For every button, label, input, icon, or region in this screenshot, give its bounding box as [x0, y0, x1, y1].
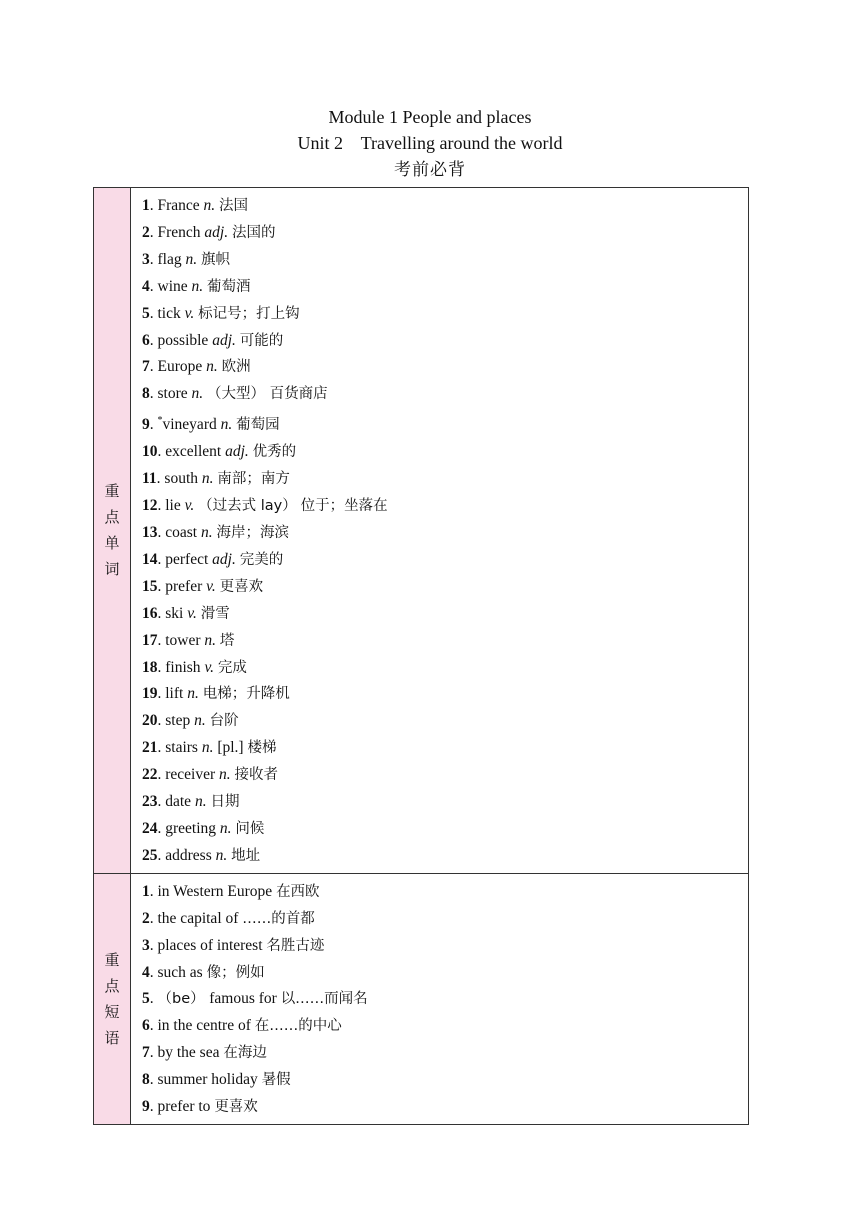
list-item: 24. greeting n. 问候: [142, 820, 265, 837]
chinese-meaning: 在西欧: [276, 883, 320, 900]
item-note: （过去式 lay）: [198, 498, 297, 515]
chinese-meaning: 台阶: [209, 713, 239, 730]
list-item: 10. excellent adj. 优秀的: [142, 443, 297, 461]
module-title: Module 1 People and places: [328, 107, 532, 127]
chinese-meaning: 可能的: [239, 332, 284, 349]
item-number: 6: [142, 1017, 150, 1035]
chinese-meaning: 以……而闻名: [280, 991, 368, 1008]
item-number: 4: [142, 963, 150, 981]
chinese-meaning: 位于；坐落在: [300, 498, 388, 515]
list-item: 9. prefer to 更喜欢: [142, 1098, 258, 1116]
part-of-speech: n.: [215, 846, 228, 864]
category-char: 短: [104, 1002, 120, 1021]
list-item: 11. south n. 南部；南方: [142, 470, 290, 488]
item-word: in the centre of: [157, 1017, 251, 1035]
category-char: 点: [104, 976, 120, 995]
item-number: 7: [142, 358, 150, 376]
item-word: step: [165, 712, 191, 730]
list-item: 2. the capital of ……的首都: [142, 909, 315, 927]
item-number: 5: [142, 990, 150, 1008]
list-item: 5. tick v. 标记号；打上钩: [142, 304, 300, 322]
item-word: famous for: [209, 990, 277, 1008]
item-number: 8: [142, 385, 150, 403]
part-of-speech: n.: [204, 631, 217, 649]
list-item: 8. store n. （大型） 百货商店: [142, 385, 328, 403]
list-item: 21. stairs n. [pl.] 楼梯: [142, 739, 277, 757]
list-item: 22. receiver n. 接收者: [142, 766, 279, 784]
item-word: perfect: [165, 550, 209, 568]
entry-list: [131, 188, 749, 874]
item-number: 2: [142, 223, 150, 241]
item-number: 2: [142, 909, 150, 927]
item-word: in Western Europe: [157, 882, 273, 900]
chinese-meaning: 旗帜: [200, 251, 230, 268]
part-of-speech: n.: [220, 416, 233, 434]
item-word: wine: [157, 277, 188, 295]
item-word: finish: [165, 658, 201, 676]
key-words-section: [94, 188, 749, 874]
item-number: 20: [142, 712, 158, 730]
key-phrases-section: [94, 873, 749, 1124]
star-mark: *: [157, 415, 163, 427]
item-word: vineyard: [162, 416, 217, 434]
item-word: France: [157, 197, 200, 214]
chinese-meaning: 电梯；升降机: [202, 686, 290, 703]
list-item: 4. such as 像；例如: [142, 963, 265, 981]
part-of-speech: n.: [200, 524, 213, 542]
item-number: 1: [142, 197, 150, 214]
chinese-meaning: 日期: [210, 794, 240, 811]
list-item: 19. lift n. 电梯；升降机: [142, 685, 290, 703]
list-item: 3. places of interest 名胜古迹: [142, 936, 325, 954]
item-word: lift: [165, 685, 184, 703]
chinese-meaning: 像；例如: [206, 964, 265, 981]
list-item: 15. prefer v. 更喜欢: [142, 577, 264, 595]
item-word: places of interest: [157, 936, 263, 954]
item-word: by the sea: [157, 1044, 220, 1062]
unit-title: Unit 2 Travelling around the world: [297, 133, 563, 153]
chinese-meaning: 更喜欢: [214, 1099, 258, 1116]
list-item: 7. Europe n. 欧洲: [142, 358, 251, 376]
category-label: [94, 188, 131, 874]
list-item: 8. summer holiday 暑假: [142, 1071, 291, 1089]
part-of-speech: adj.: [212, 550, 236, 568]
list-item: 25. address n. 地址: [142, 846, 261, 864]
item-word: summer holiday: [157, 1071, 258, 1089]
category-char: 语: [104, 1028, 120, 1047]
list-item: 20. step n. 台阶: [142, 712, 239, 730]
category-char: 单: [104, 534, 120, 553]
chinese-meaning: 地址: [231, 847, 261, 864]
part-of-speech: n.: [187, 685, 199, 703]
item-number: 6: [142, 331, 150, 349]
list-item: 13. coast n. 海岸；海滨: [142, 524, 289, 542]
part-of-speech: n.: [194, 712, 206, 730]
chinese-meaning: 葡萄园: [236, 417, 280, 434]
part-of-speech: n.: [201, 739, 214, 757]
chinese-meaning: 法国: [219, 198, 249, 214]
item-number: 14: [142, 550, 158, 568]
part-of-speech: adj.: [225, 443, 249, 461]
list-item: 1. in Western Europe 在西欧: [142, 882, 320, 900]
item-word: date: [165, 793, 192, 811]
part-of-speech: n.: [206, 358, 218, 376]
chinese-meaning: 标记号；打上钩: [198, 305, 300, 322]
item-word: tower: [165, 631, 201, 649]
chinese-meaning: 暑假: [261, 1072, 291, 1089]
item-word: address: [165, 846, 212, 864]
list-item: 7. by the sea 在海边: [142, 1044, 267, 1062]
list-item: 12. lie v. （过去式 lay） 位于；坐落在: [142, 497, 388, 515]
category-char: 重: [104, 950, 120, 969]
chinese-meaning: （大型） 百货商店: [207, 386, 328, 403]
part-of-speech: v.: [184, 304, 195, 322]
entry-list: [131, 873, 749, 1124]
item-number: 19: [142, 685, 158, 703]
chinese-meaning: 欧洲: [221, 359, 251, 376]
section-heading: 考前必背: [394, 160, 466, 180]
item-number: 17: [142, 631, 158, 649]
item-word: prefer to: [157, 1098, 211, 1116]
part-of-speech: n.: [185, 250, 198, 268]
list-item: 6. possible adj. 可能的: [142, 331, 284, 349]
part-of-speech: v.: [184, 497, 195, 515]
list-item: 2. French adj. 法国的: [142, 223, 276, 241]
item-number: 4: [142, 277, 150, 295]
part-of-speech: n.: [194, 793, 207, 811]
document-header: [0, 104, 860, 184]
part-of-speech: v.: [204, 658, 215, 676]
part-of-speech: n.: [191, 385, 204, 403]
item-word: such as: [157, 963, 203, 981]
part-of-speech: v.: [206, 577, 216, 595]
list-item: 14. perfect adj. 完美的: [142, 550, 284, 568]
item-number: 18: [142, 658, 158, 676]
item-word: excellent: [165, 443, 222, 461]
list-item: 17. tower n. 塔: [142, 631, 235, 649]
item-word: coast: [165, 524, 198, 542]
item-number: 11: [142, 470, 157, 488]
item-number: 8: [142, 1071, 150, 1089]
chinese-meaning: 塔: [219, 632, 235, 649]
item-number: 21: [142, 739, 158, 757]
item-number: 13: [142, 524, 158, 542]
item-word: greeting: [165, 820, 217, 837]
item-number: 9: [142, 416, 150, 434]
list-item: 1. France n. 法国: [142, 197, 249, 214]
part-of-speech: adj.: [212, 331, 236, 349]
chinese-meaning: 葡萄酒: [207, 278, 251, 295]
item-word: possible: [157, 331, 209, 349]
item-word: lie: [165, 497, 181, 515]
part-of-speech: n.: [219, 766, 231, 784]
chinese-meaning: 在海边: [223, 1045, 267, 1062]
item-number: 3: [142, 936, 150, 954]
chinese-meaning: 优秀的: [252, 444, 297, 461]
chinese-meaning: ……的首都: [242, 910, 315, 927]
item-word: stairs: [165, 739, 198, 757]
item-number: 1: [142, 882, 150, 900]
item-number: 23: [142, 793, 158, 811]
chinese-meaning: 南部；南方: [217, 471, 290, 488]
part-of-speech: n.: [191, 277, 204, 295]
item-number: 16: [142, 604, 158, 622]
item-number: 3: [142, 250, 150, 268]
item-number: 15: [142, 577, 158, 595]
item-word: tick: [157, 304, 181, 322]
category-char: 重: [104, 482, 120, 501]
chinese-meaning: 问候: [235, 821, 265, 837]
item-word: south: [164, 470, 198, 488]
item-note: [pl.]: [217, 739, 244, 757]
chinese-meaning: 海岸；海滨: [216, 525, 289, 542]
part-of-speech: n.: [201, 470, 214, 488]
chinese-meaning: 更喜欢: [219, 578, 264, 595]
chinese-meaning: 滑雪: [200, 605, 230, 622]
list-item: 18. finish v. 完成: [142, 658, 247, 676]
chinese-meaning: 完美的: [239, 551, 284, 568]
item-prefix: （be）: [157, 991, 210, 1008]
item-word: ski: [165, 604, 184, 622]
list-item: 6. in the centre of 在……的中心: [142, 1017, 342, 1035]
item-number: 12: [142, 497, 158, 515]
category-char: 词: [104, 560, 120, 579]
item-number: 25: [142, 846, 158, 864]
list-item: 23. date n. 日期: [142, 793, 240, 811]
item-word: receiver: [165, 766, 216, 784]
item-number: 24: [142, 820, 158, 837]
item-number: 10: [142, 443, 158, 461]
item-number: 9: [142, 1098, 150, 1116]
item-word: store: [157, 385, 188, 403]
chinese-meaning: 楼梯: [247, 740, 277, 757]
item-number: 22: [142, 766, 158, 784]
item-word: the capital of: [157, 909, 239, 927]
list-item: 16. ski v. 滑雪: [142, 604, 230, 622]
list-item: 3. flag n. 旗帜: [142, 250, 230, 268]
chinese-meaning: 在……的中心: [254, 1018, 342, 1035]
item-word: flag: [157, 250, 182, 268]
chinese-meaning: 完成: [217, 659, 247, 676]
list-item: 9. *vineyard n. 葡萄园: [142, 415, 280, 434]
vocab-table: [93, 187, 749, 1125]
item-number: 7: [142, 1044, 150, 1062]
item-word: French: [157, 223, 201, 241]
item-number: 5: [142, 304, 150, 322]
list-item: 5. （be） famous for 以……而闻名: [142, 990, 368, 1008]
chinese-meaning: 法国的: [231, 224, 276, 241]
part-of-speech: v.: [187, 604, 197, 622]
chinese-meaning: 接收者: [234, 767, 279, 784]
part-of-speech: adj.: [204, 223, 229, 241]
part-of-speech: n.: [203, 197, 216, 214]
chinese-meaning: 名胜古迹: [266, 937, 325, 954]
part-of-speech: n.: [219, 820, 232, 837]
category-label: [94, 873, 131, 1124]
category-char: 点: [104, 508, 120, 527]
list-item: 4. wine n. 葡萄酒: [142, 277, 251, 295]
item-word: Europe: [157, 358, 203, 376]
item-word: prefer: [165, 577, 203, 595]
